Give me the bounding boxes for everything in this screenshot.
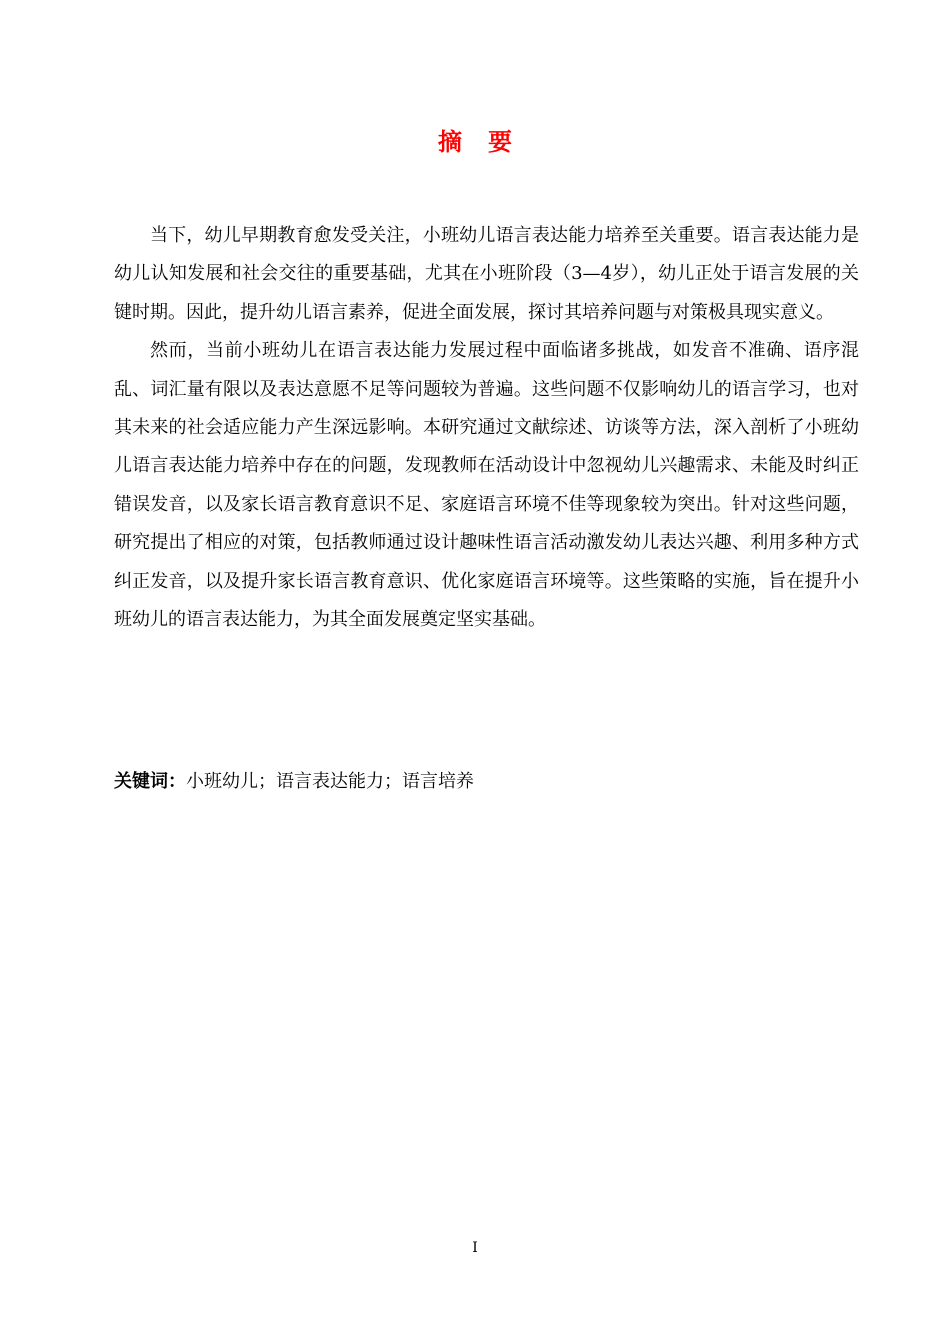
keywords-value: 小班幼儿；语言表达能力；语言培养 [186, 771, 474, 792]
page-title: 摘要 [438, 128, 538, 156]
abstract-paragraph-1: 当下，幼儿早期教育愈发受关注，小班幼儿语言表达能力培养至关重要。语言表达能力是幼儿认知发展和社会交往的重要基础，尤其在小班阶段（3—4岁），幼儿正处于语言发展的关键时期。因此，提升幼儿语言素养，促进全面发展，探讨其培养问题与对策极具现实意义。 [114, 225, 859, 323]
abstract-paragraph-2: 然而，当前小班幼儿在语言表达能力发展过程中面临诸多挑战，如发音不准确、语序混乱、词汇量有限以及表达意愿不足等问题较为普遍。这些问题不仅影响幼儿的语言学习，也对其未来的社会适应能力产生深远影响。本研究通过文献综述、访谈等方法，深入剖析了小班幼儿语言表达能力培养中存在的问题，发现教师在活动设计中忽视幼儿兴趣需求、未能及时纠正错误发音，以及家长语言教育意识不足、家庭语言环境不佳等现象较为突出。针对这些问题，研究提出了相应的对策，包括教师通过设计趣味性语言活动激发幼儿表达兴趣、利用多种方式纠正发音，以及提升家长语言教育意识、优化家庭语言环境等。这些策略的实施，旨在提升小班幼儿的语言表达能力，为其全面发展奠定坚实基础。 [114, 340, 859, 631]
page-number: I [472, 1240, 478, 1256]
keywords-line [114, 765, 859, 799]
keywords-label: 关键词： [114, 771, 186, 792]
abstract-body [114, 217, 859, 639]
